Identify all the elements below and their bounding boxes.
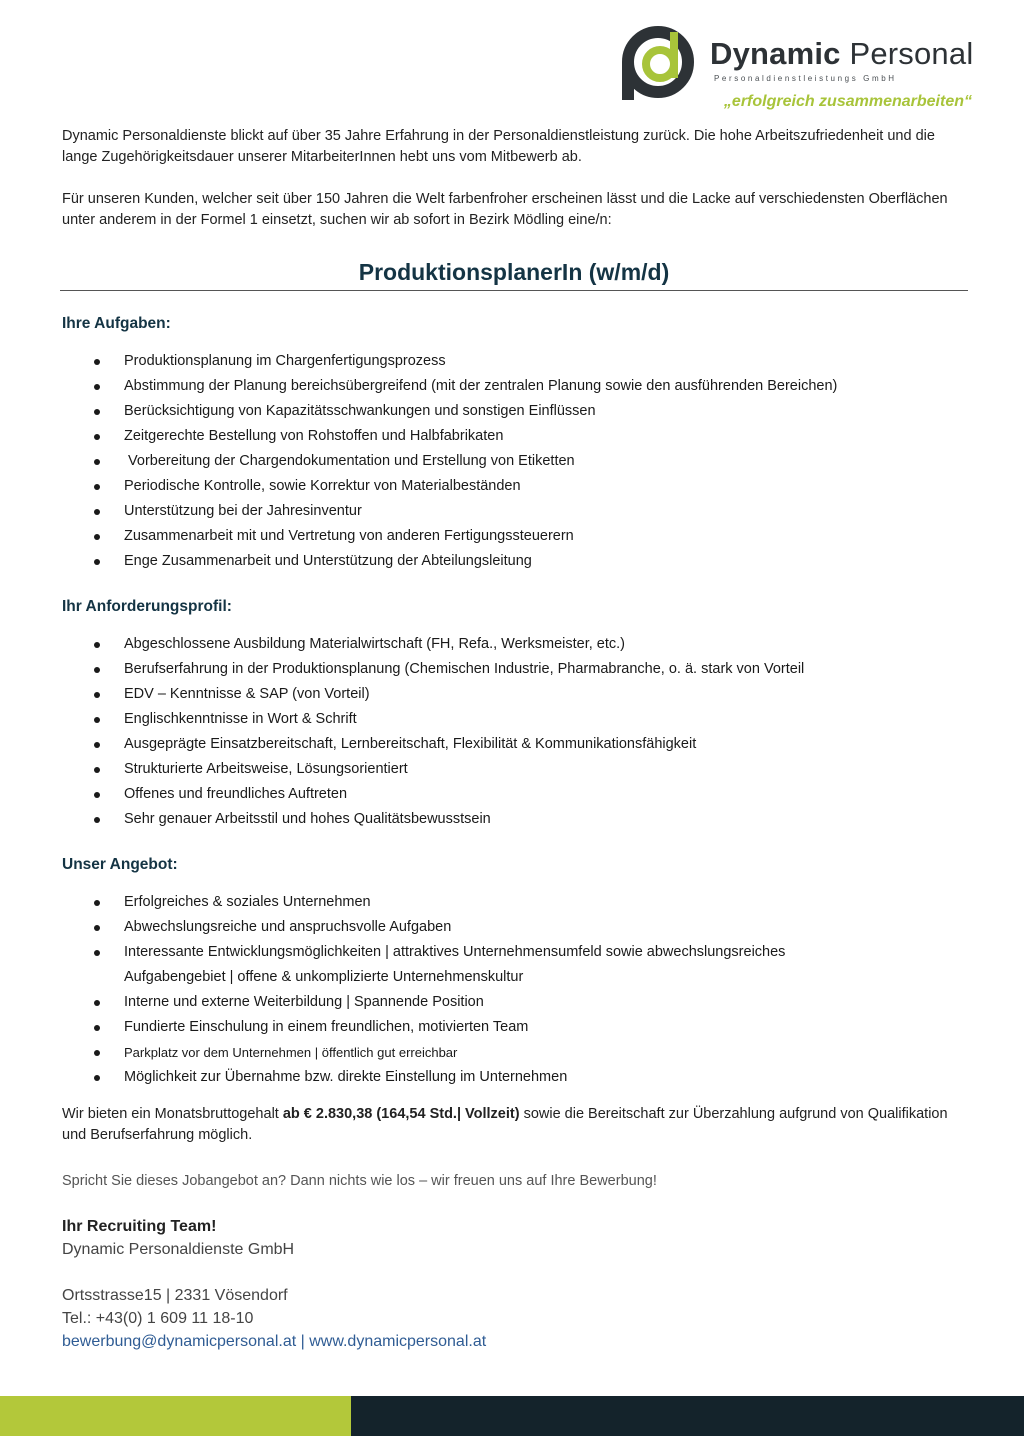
list-item: Berufserfahrung in der Produktionsplanung (Chemischen Industrie, Pharmabranche, o. ä. stark von Vorteil	[62, 657, 966, 682]
list-item: Enge Zusammenarbeit und Unterstützung der Abteilungsleitung	[62, 549, 966, 574]
list-item: Unterstützung bei der Jahresinventur	[62, 499, 966, 524]
list-item: Sehr genauer Arbeitsstil und hohes Qualitätsbewusstsein	[62, 807, 966, 832]
list-item: Interne und externe Weiterbildung | Spannende Position	[62, 990, 966, 1015]
tasks-heading: Ihre Aufgaben:	[62, 315, 171, 332]
phone: Tel.: +43(0) 1 609 11 18-10	[62, 1310, 254, 1327]
address: Ortsstrasse15 | 2331 Vösendorf	[62, 1287, 288, 1304]
requirements-list	[62, 632, 966, 832]
list-item: Englischkenntnisse in Wort & Schrift	[62, 707, 966, 732]
email-link[interactable]: bewerbung@dynamicpersonal.at	[62, 1333, 297, 1350]
list-item: Erfolgreiches & soziales Unternehmen	[62, 890, 966, 915]
slogan: „erfolgreich zusammenarbeiten“	[723, 93, 972, 110]
company-logo	[620, 24, 990, 104]
list-item: Abstimmung der Planung bereichsübergreifend (mit der zentralen Planung sowie den ausführenden Bereichen)	[62, 374, 966, 399]
list-item: Abwechslungsreiche und anspruchsvolle Aufgaben	[62, 915, 966, 940]
list-item: Abgeschlossene Ausbildung Materialwirtschaft (FH, Refa., Werksmeister, etc.)	[62, 632, 966, 657]
salary-amount: ab € 2.830,38 (164,54 Std.| Vollzeit)	[282, 1106, 520, 1122]
company-name: Dynamic Personaldienste GmbH	[62, 1241, 295, 1258]
job-posting	[62, 126, 966, 1353]
footer-bar-dark	[351, 1396, 1024, 1436]
offer-heading: Unser Angebot:	[62, 856, 178, 873]
list-item: Interessante Entwicklungsmöglichkeiten | attraktives Unternehmensumfeld sowie abwechslungsreiches Aufgabengebiet | offene & unkomplizierte Unternehmenskultur	[62, 940, 966, 990]
tasks-list	[62, 349, 966, 574]
list-item: Offenes und freundliches Auftreten	[62, 782, 966, 807]
offer-list	[62, 890, 966, 1090]
brand-name: Dynamic Personal	[710, 36, 974, 71]
intro-paragraph-2: Für unseren Kunden, welcher seit über 150 Jahren die Welt farbenfroher erscheinen lässt und die Lacke auf verschiedensten Oberflächen unter anderem in der Formel 1 einsetzt, suchen wir ab sofort in Bezirk Mödling eine/n:	[62, 191, 948, 228]
list-item: Zeitgerechte Bestellung von Rohstoffen und Halbfabrikaten	[62, 424, 966, 449]
list-item: Periodische Kontrolle, sowie Korrektur von Materialbeständen	[62, 474, 966, 499]
list-item: Fundierte Einschulung in einem freundlichen, motivierten Team	[62, 1015, 966, 1040]
list-item: Möglichkeit zur Übernahme bzw. direkte Einstellung im Unternehmen	[62, 1065, 966, 1090]
list-item: Berücksichtigung von Kapazitätsschwankungen und sonstigen Einflüssen	[62, 399, 966, 424]
recruiting-team: Ihr Recruiting Team!	[62, 1218, 217, 1235]
list-item: Zusammenarbeit mit und Vertretung von anderen Fertigungssteuerern	[62, 524, 966, 549]
requirements-heading: Ihr Anforderungsprofil:	[62, 598, 232, 615]
list-item: Ausgeprägte Einsatzbereitschaft, Lernbereitschaft, Flexibilität & Kommunikationsfähigkeit	[62, 732, 966, 757]
list-item: Vorbereitung der Chargendokumentation und Erstellung von Etiketten	[62, 449, 966, 474]
intro-paragraph-1: Dynamic Personaldienste blickt auf über 35 Jahre Erfahrung in der Personaldienstleistung zurück. Die hohe Arbeitszufriedenheit und die lange Zugehörigkeitsdauer unserer MitarbeiterInnen hebt uns vom Mitbewerb ab.	[62, 128, 935, 165]
list-item: Strukturierte Arbeitsweise, Lösungsorientiert	[62, 757, 966, 782]
closing-text: Spricht Sie dieses Jobangebot an? Dann nichts wie los – wir freuen uns auf Ihre Bewerbung!	[62, 1173, 657, 1189]
job-title: ProduktionsplanerIn (w/m/d)	[60, 259, 968, 291]
brand-subtitle: Personaldienstleistungs GmbH	[714, 74, 897, 83]
list-item: Produktionsplanung im Chargenfertigungsprozess	[62, 349, 966, 374]
website-link[interactable]: www.dynamicpersonal.at	[309, 1333, 487, 1350]
list-item: EDV – Kenntnisse & SAP (von Vorteil)	[62, 682, 966, 707]
salary-paragraph: Wir bieten ein Monatsbruttogehalt ab € 2.830,38 (164,54 Std.| Vollzeit) sowie die Bereitschaft zur Überzahlung aufgrund von Qualifikation und Berufserfahrung möglich.	[62, 1106, 948, 1143]
dp-logo-icon	[620, 24, 700, 100]
footer-bar-green	[0, 1396, 351, 1436]
list-item: Parkplatz vor dem Unternehmen | öffentlich gut erreichbar	[62, 1040, 966, 1065]
contact-links: bewerbung@dynamicpersonal.at | www.dynamicpersonal.at	[62, 1333, 487, 1350]
